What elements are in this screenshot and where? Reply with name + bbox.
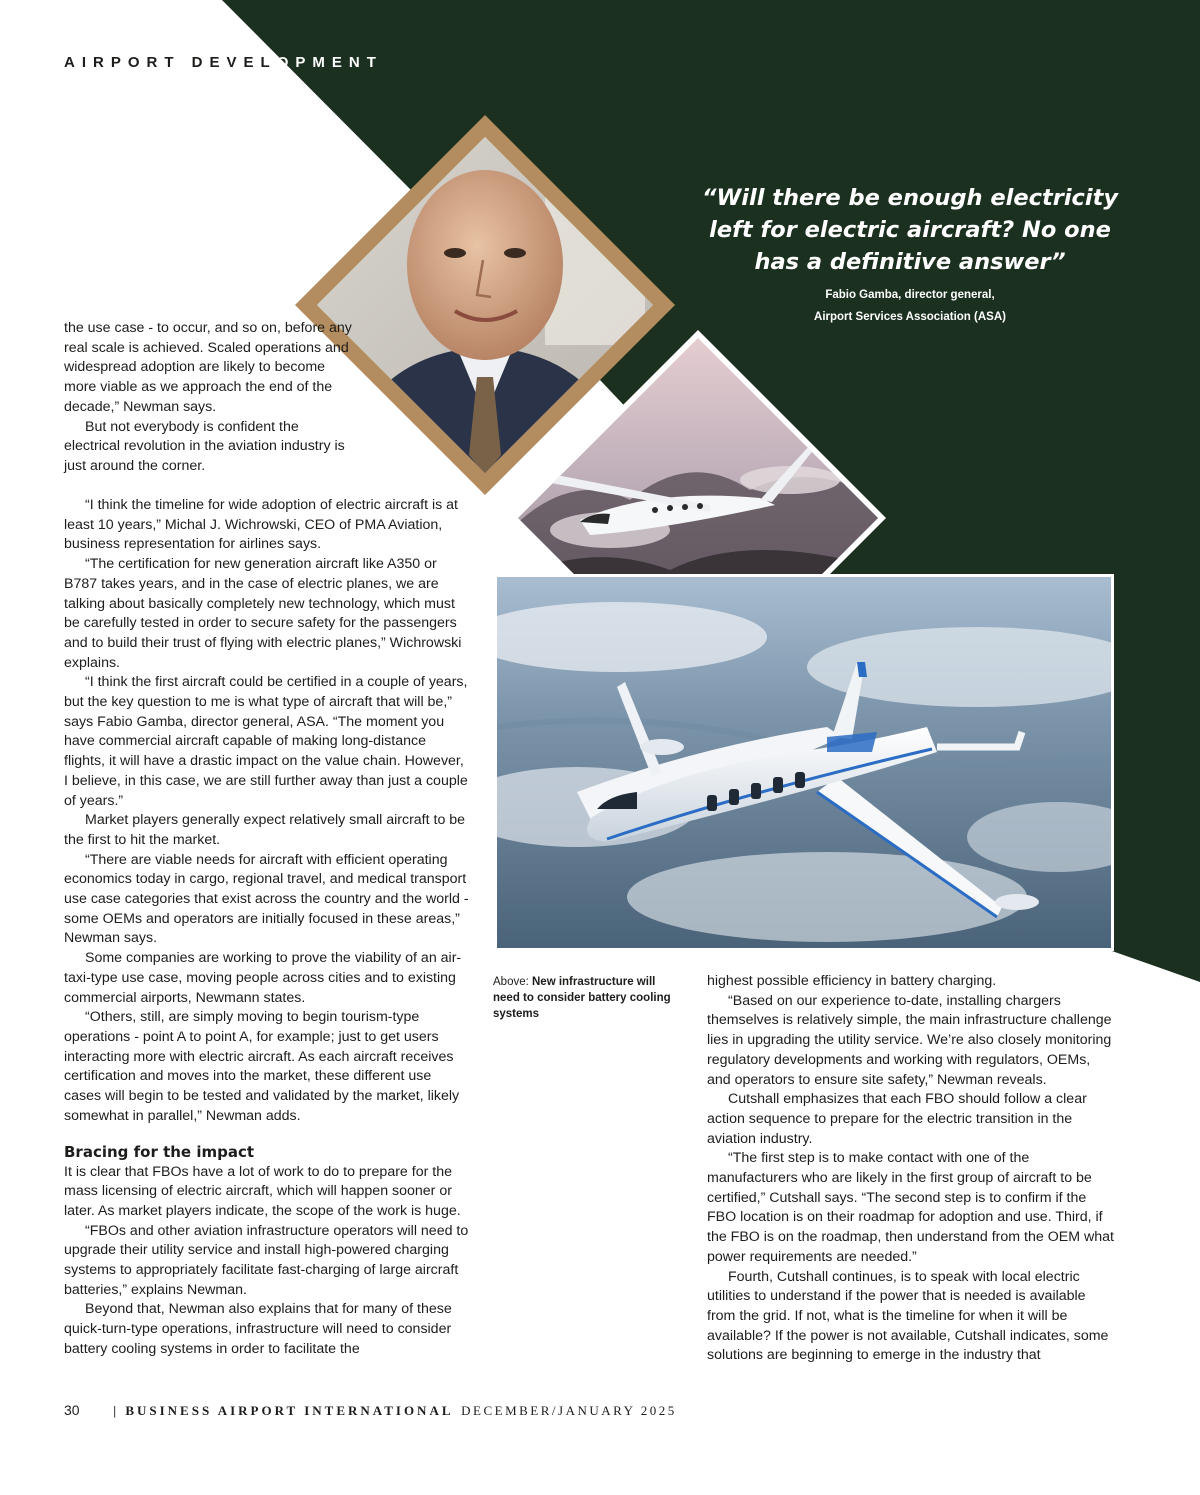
body-paragraph: the use case - to occur, and so on, before any real scale is achieved. Scaled operations and widespread adoption are likely to become more viable as we approach the end of the decade,” Newman says. <box>64 320 352 415</box>
pull-quote-attribution <box>700 284 1120 328</box>
section-label <box>64 54 383 71</box>
publication-name-text: | BUSINESS AIRPORT INTERNATIONAL <box>113 1403 454 1418</box>
body-paragraph: “Based on our experience to-date, installing chargers themselves is relatively simple, the main infrastructure challenge lies in upgrading the utility service. We’re also closely monitoring regulatory developments and working with regulators, OEMs, and operators to ensure site safety,” Newman reveals. <box>707 992 1112 1088</box>
body-paragraph: Market players generally expect relatively small aircraft to be the first to hit the market. <box>64 812 466 848</box>
body-text-left-top <box>64 319 354 477</box>
body-paragraph: “The first step is to make contact with one of the manufacturers who are likely in the first group of aircraft to be certified,” Cutshall says. “The second step is to confirm if the FBO location is on their roadmap for adoption and use. Third, if the FBO is on the roadmap, then understand from the OEM what power requirements are needed.” <box>707 1150 1114 1265</box>
body-paragraph: “The certification for new generation aircraft like A350 or B787 takes years, and in the case of electric planes, we are talking about basically completely new technology, which must be carefully tested in order to secure safety for the passengers and to build their trust of flying with electric planes,” Wichrowski explains. <box>64 556 462 671</box>
pull-quote-attribution-line-1: Fabio Gamba, director general, <box>825 289 995 301</box>
page-number: 30 <box>64 1402 80 1418</box>
body-paragraph: “There are viable needs for aircraft with efficient operating economics today in cargo, regional travel, and medical transport use case categories that exist across the country and the world - some OEMs and operators are initially focused in these areas,” Newman says. <box>64 851 469 947</box>
subheading: Bracing for the impact <box>64 1142 255 1161</box>
body-paragraph: “Others, still, are simply moving to begin tourism-type operations - point A to point A, for example; just to get users interacting more with electric aircraft. As each aircraft receives certification and moves into the market, these different use cases will begin to be tested and validated by the market, likely somewhat in parallel,” Newman adds. <box>64 1009 460 1124</box>
pull-quote <box>700 182 1120 328</box>
body-paragraph: But not everybody is confident the electrical revolution in the aviation industry is just around the corner. <box>64 418 345 474</box>
caption-text: New infrastructure will need to consider battery cooling systems <box>493 976 671 1020</box>
pull-quote-attribution-line-2: Airport Services Association (ASA) <box>814 311 1006 323</box>
body-paragraph: Cutshall emphasizes that each FBO should follow a clear action sequence to prepare for the electric transition in the aviation industry. <box>707 1091 1087 1147</box>
electric-aircraft-illustration <box>497 577 1111 948</box>
body-paragraph: highest possible efficiency in battery charging. <box>707 973 997 989</box>
photo-caption <box>493 974 683 1022</box>
aircraft-over-landscape-photo <box>494 574 1114 951</box>
section-label-light-part: OPMENT <box>276 54 383 71</box>
body-paragraph: “FBOs and other aviation infrastructure operators will need to upgrade their utility service and install high-powered charging systems to appropriately facilitate fast-charging of large aircraft batteries,” explains Newman. <box>64 1222 469 1298</box>
body-paragraph: Beyond that, Newman also explains that for many of these quick-turn-type operations, infrastructure will need to consider battery cooling systems in order to facilitate the <box>64 1301 452 1357</box>
body-paragraph: It is clear that FBOs have a lot of work to do to prepare for the mass licensing of electric aircraft, which will happen sooner or later. As market players indicate, the scope of the work is huge. <box>64 1163 461 1219</box>
publication-name <box>113 1403 453 1418</box>
issue-date: DECEMBER/JANUARY 2025 <box>461 1403 677 1418</box>
pull-quote-text: “Will there be enough electricity left for electric aircraft? No one has a definitive answer” <box>701 185 1119 275</box>
body-text-left-main <box>64 496 470 1360</box>
body-text-right <box>707 972 1117 1366</box>
body-paragraph: “I think the timeline for wide adoption of electric aircraft is at least 10 years,” Michal J. Wichrowski, CEO of PMA Aviation, business representation for airlines says. <box>64 497 458 553</box>
body-paragraph: Fourth, Cutshall continues, is to speak with local electric utilities to understand if the power that is needed is available from the grid. If not, what is the timeline for when it will be available? If the power is not available, Cutshall indicates, some solutions are beginning to emerge in the industry that <box>707 1268 1109 1364</box>
page-footer <box>64 1402 677 1419</box>
body-paragraph: Some companies are working to prove the viability of an air-taxi-type use case, moving people across cities and to existing commercial airports, Newmann states. <box>64 950 462 1006</box>
section-label-dark-part: AIRPORT DEVEL <box>64 54 277 71</box>
caption-lead: Above: <box>493 976 532 988</box>
body-paragraph: “I think the first aircraft could be certified in a couple of years, but the key question to me is what type of aircraft that will be,” says Fabio Gamba, director general, ASA. “The moment you have commercial aircraft capable of making long-distance flights, it will have a drastic impact on the value chain. However, I believe, in this case, we are still further away than just a couple of years.” <box>64 674 468 809</box>
